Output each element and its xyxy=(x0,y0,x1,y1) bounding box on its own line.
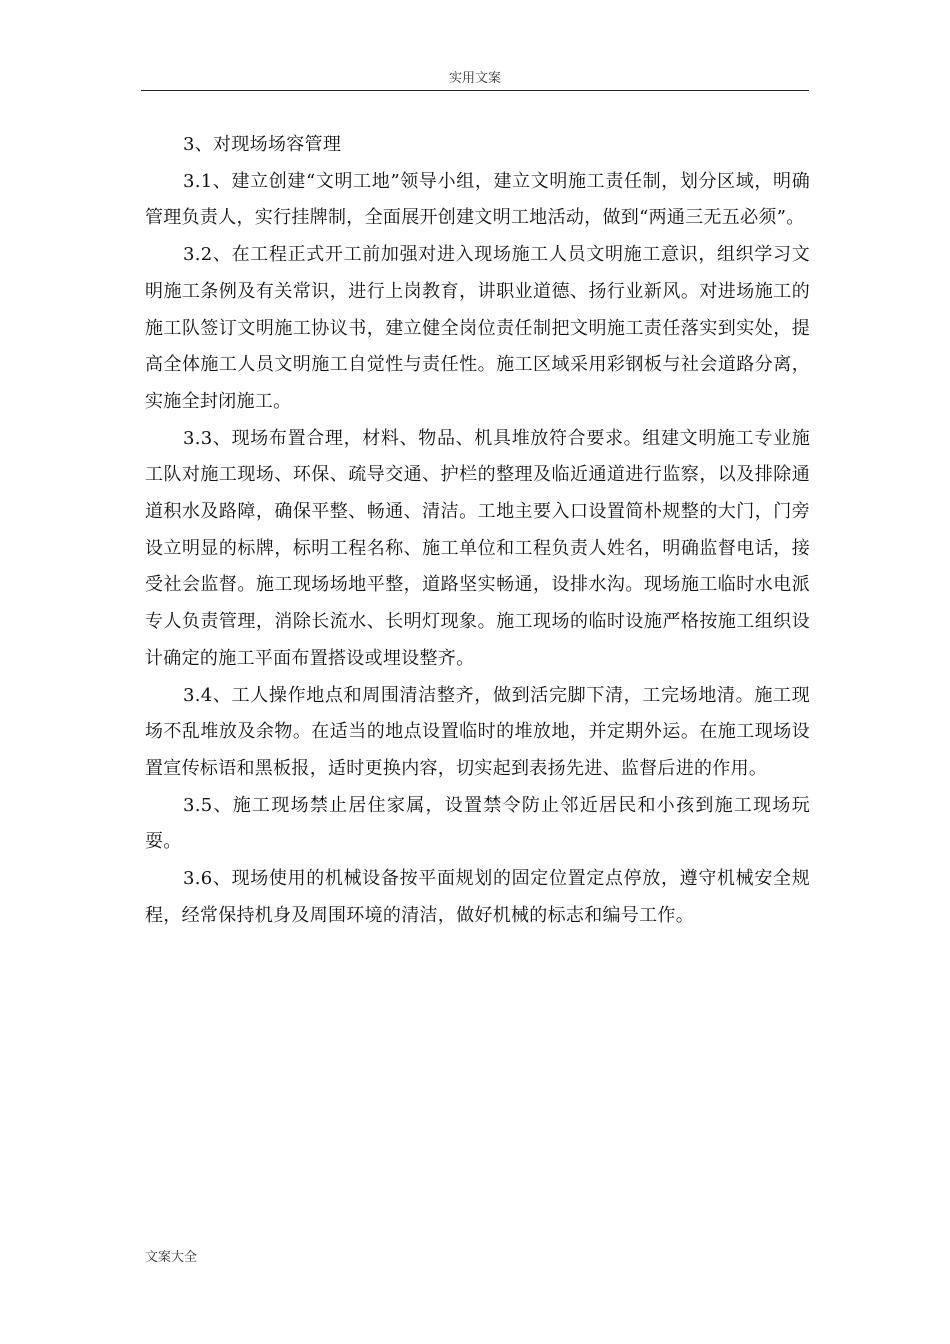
paragraph-3-4: 3.4、工人操作地点和周围清洁整齐，做到活完脚下清，工完场地清。施工现场不乱堆放及余物。在适当的地点设置临时的堆放地，并定期外运。在施工现场设置宣传标语和黑板报，适时更换内容，切实起到表扬先进、监督后进的作用。 xyxy=(145,684,810,779)
document-body xyxy=(145,127,810,934)
paragraph-3-3: 3.3、现场布置合理，材料、物品、机具堆放符合要求。组建文明施工专业施工队对施工现场、环保、疏导交通、护栏的整理及临近通道进行监察，以及排除通道积水及路障，确保平整、畅通、清洁。工地主要入口设置简朴规整的大门，门旁设立明显的标牌，标明工程名称、施工单位和工程负责人姓名，明确监督电话，接受社会监督。施工现场场地平整，道路坚实畅通，设排水沟。现场施工临时水电派专人负责管理，消除长流水、长明灯现象。施工现场的临时设施严格按施工组织设计确定的施工平面布置搭设或埋设整齐。 xyxy=(145,427,810,669)
footer-text: 文案大全 xyxy=(145,1250,198,1265)
paragraph-3-5: 3.5、施工现场禁止居住家属，设置禁令防止邻近居民和小孩到施工现场玩耍。 xyxy=(145,794,810,853)
page-header xyxy=(141,70,809,91)
page-footer xyxy=(145,1249,197,1267)
section-heading: 3、对现场场容管理 xyxy=(183,134,342,155)
paragraph-3-1: 3.1、建立创建“文明工地”领导小组，建立文明施工责任制，划分区域，明确管理负责人，实行挂牌制，全面展开创建文明工地活动，做到“两通三无五必须”。 xyxy=(145,170,810,229)
header-title: 实用文案 xyxy=(448,71,501,86)
paragraph-3-2: 3.2、在工程正式开工前加强对进入现场施工人员文明施工意识，组织学习文明施工条例及有关常识，进行上岗教育，讲职业道德、扬行业新风。对进场施工的施工队签订文明施工协议书，建立健全岗位责任制把文明施工责任落实到实处，提高全体施工人员文明施工自觉性与责任性。施工区域采用彩钢板与社会道路分离，实施全封闭施工。 xyxy=(145,244,810,412)
paragraph-3-6: 3.6、现场使用的机械设备按平面规划的固定位置定点停放，遵守机械安全规程，经常保持机身及周围环境的清洁，做好机械的标志和编号工作。 xyxy=(145,868,810,926)
